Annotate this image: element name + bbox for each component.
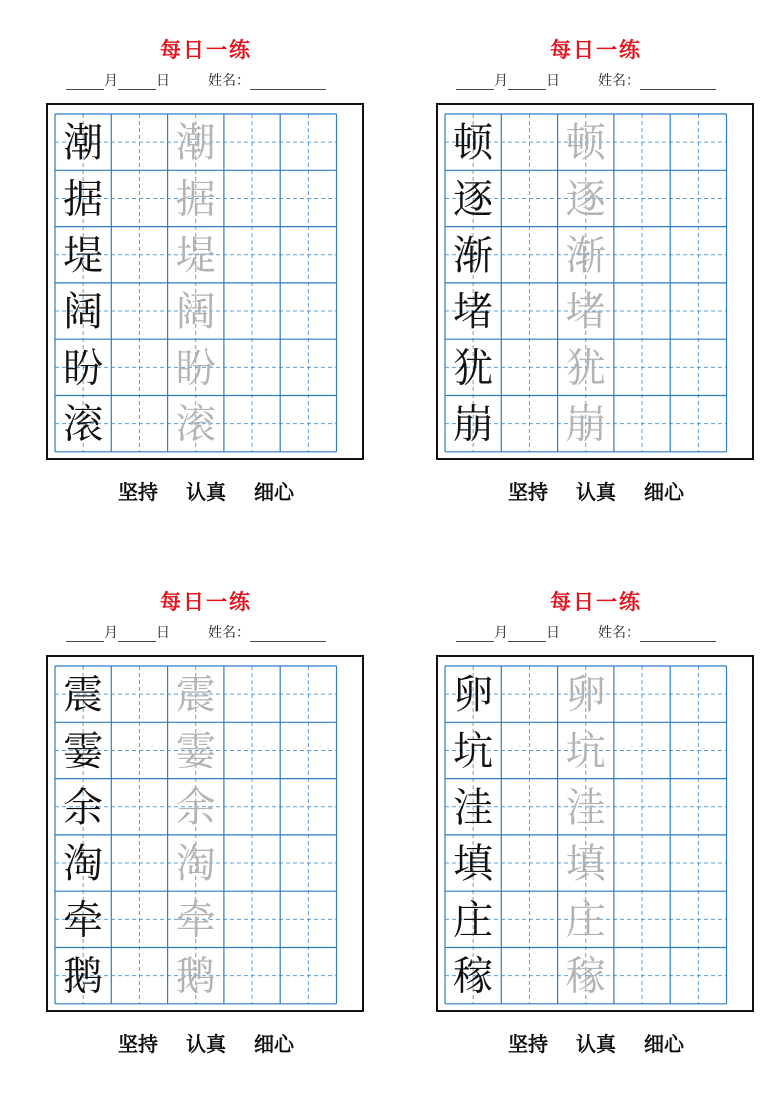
trace-character: 逐: [565, 176, 606, 223]
model-character: 牵: [63, 897, 104, 944]
name-label: 姓名：: [208, 73, 250, 89]
trace-character: 犹: [565, 345, 606, 392]
day-blank[interactable]: [118, 627, 156, 642]
trace-character: 阔: [175, 289, 216, 336]
motto-word: 认真: [186, 480, 226, 504]
card-title: 每日一练: [550, 590, 642, 614]
model-character: 阔: [63, 289, 104, 336]
date-name-line: [456, 70, 746, 90]
model-character: 盼: [63, 345, 104, 392]
month-blank[interactable]: [456, 627, 494, 642]
trace-character: 余: [175, 784, 216, 831]
month-label: 月: [494, 625, 508, 641]
trace-character: 渐: [565, 232, 606, 279]
model-character: 填: [453, 841, 494, 888]
tianzige-grid: [54, 665, 338, 1005]
name-label: 姓名：: [208, 625, 250, 641]
month-label: 月: [494, 73, 508, 89]
model-character: 渐: [453, 232, 494, 279]
name-blank[interactable]: [250, 75, 326, 90]
writing-grid-frame: [436, 103, 754, 460]
month-blank[interactable]: [66, 75, 104, 90]
tianzige-grid: [444, 665, 728, 1005]
writing-grid-frame: [46, 655, 364, 1012]
name-blank[interactable]: [250, 627, 326, 642]
card-title: 每日一练: [160, 38, 252, 62]
model-character: 堵: [453, 289, 494, 336]
trace-character: 鹅: [175, 953, 216, 1000]
model-character: 顿: [453, 120, 494, 167]
trace-character: 崩: [565, 401, 606, 448]
tianzige-grid: [444, 113, 728, 453]
trace-character: 填: [565, 841, 606, 888]
day-label: 日: [156, 625, 170, 641]
practice-card: [46, 552, 366, 1056]
motto-word: 坚持: [118, 480, 158, 504]
trace-character: 盼: [175, 345, 216, 392]
day-label: 日: [546, 73, 560, 89]
card-title: 每日一练: [550, 38, 642, 62]
motto-word: 认真: [186, 1032, 226, 1056]
trace-character: 洼: [565, 784, 606, 831]
model-character: 据: [63, 176, 104, 223]
model-character: 洼: [453, 784, 494, 831]
trace-character: 坑: [565, 728, 606, 775]
practice-card: [436, 552, 756, 1056]
model-character: 犹: [453, 345, 494, 392]
trace-character: 堵: [565, 289, 606, 336]
motto-word: 坚持: [508, 480, 548, 504]
trace-character: 据: [175, 176, 216, 223]
motto-line: [436, 476, 756, 505]
model-character: 堤: [63, 232, 104, 279]
name-blank[interactable]: [640, 627, 716, 642]
model-character: 淘: [63, 841, 104, 888]
writing-grid-frame: [436, 655, 754, 1012]
motto-word: 认真: [576, 480, 616, 504]
trace-character: 滚: [175, 401, 216, 448]
trace-character: 淘: [175, 841, 216, 888]
tianzige-grid: [54, 113, 338, 453]
model-character: 鹅: [63, 953, 104, 1000]
motto-word: 细心: [254, 1032, 294, 1056]
day-blank[interactable]: [508, 627, 546, 642]
name-blank[interactable]: [640, 75, 716, 90]
motto-word: 细心: [644, 480, 684, 504]
model-character: 庄: [453, 897, 494, 944]
date-name-line: [66, 70, 356, 90]
trace-character: 霎: [175, 728, 216, 775]
date-name-line: [66, 622, 356, 642]
card-title: 每日一练: [160, 590, 252, 614]
trace-character: 稼: [565, 953, 606, 1000]
model-character: 潮: [63, 120, 104, 167]
motto-word: 认真: [576, 1032, 616, 1056]
date-name-line: [456, 622, 746, 642]
motto-word: 细心: [644, 1032, 684, 1056]
trace-character: 庄: [565, 897, 606, 944]
model-character: 稼: [453, 953, 494, 1000]
motto-line: [436, 1028, 756, 1057]
trace-character: 堤: [175, 232, 216, 279]
model-character: 崩: [453, 401, 494, 448]
name-label: 姓名：: [598, 73, 640, 89]
motto-word: 坚持: [118, 1032, 158, 1056]
day-blank[interactable]: [508, 75, 546, 90]
day-label: 日: [546, 625, 560, 641]
practice-card: [46, 0, 366, 504]
motto-word: 坚持: [508, 1032, 548, 1056]
trace-character: 震: [175, 672, 216, 719]
trace-character: 卵: [565, 672, 606, 719]
model-character: 坑: [453, 728, 494, 775]
motto-word: 细心: [254, 480, 294, 504]
month-label: 月: [104, 73, 118, 89]
model-character: 霎: [63, 728, 104, 775]
month-blank[interactable]: [456, 75, 494, 90]
model-character: 余: [63, 784, 104, 831]
trace-character: 牵: [175, 897, 216, 944]
trace-character: 顿: [565, 120, 606, 167]
trace-character: 潮: [175, 120, 216, 167]
month-label: 月: [104, 625, 118, 641]
day-blank[interactable]: [118, 75, 156, 90]
month-blank[interactable]: [66, 627, 104, 642]
model-character: 逐: [453, 176, 494, 223]
writing-grid-frame: [46, 103, 364, 460]
practice-card: [436, 0, 756, 504]
motto-line: [46, 1028, 366, 1057]
model-character: 震: [63, 672, 104, 719]
motto-line: [46, 476, 366, 505]
model-character: 滚: [63, 401, 104, 448]
model-character: 卵: [453, 672, 494, 719]
name-label: 姓名：: [598, 625, 640, 641]
day-label: 日: [156, 73, 170, 89]
